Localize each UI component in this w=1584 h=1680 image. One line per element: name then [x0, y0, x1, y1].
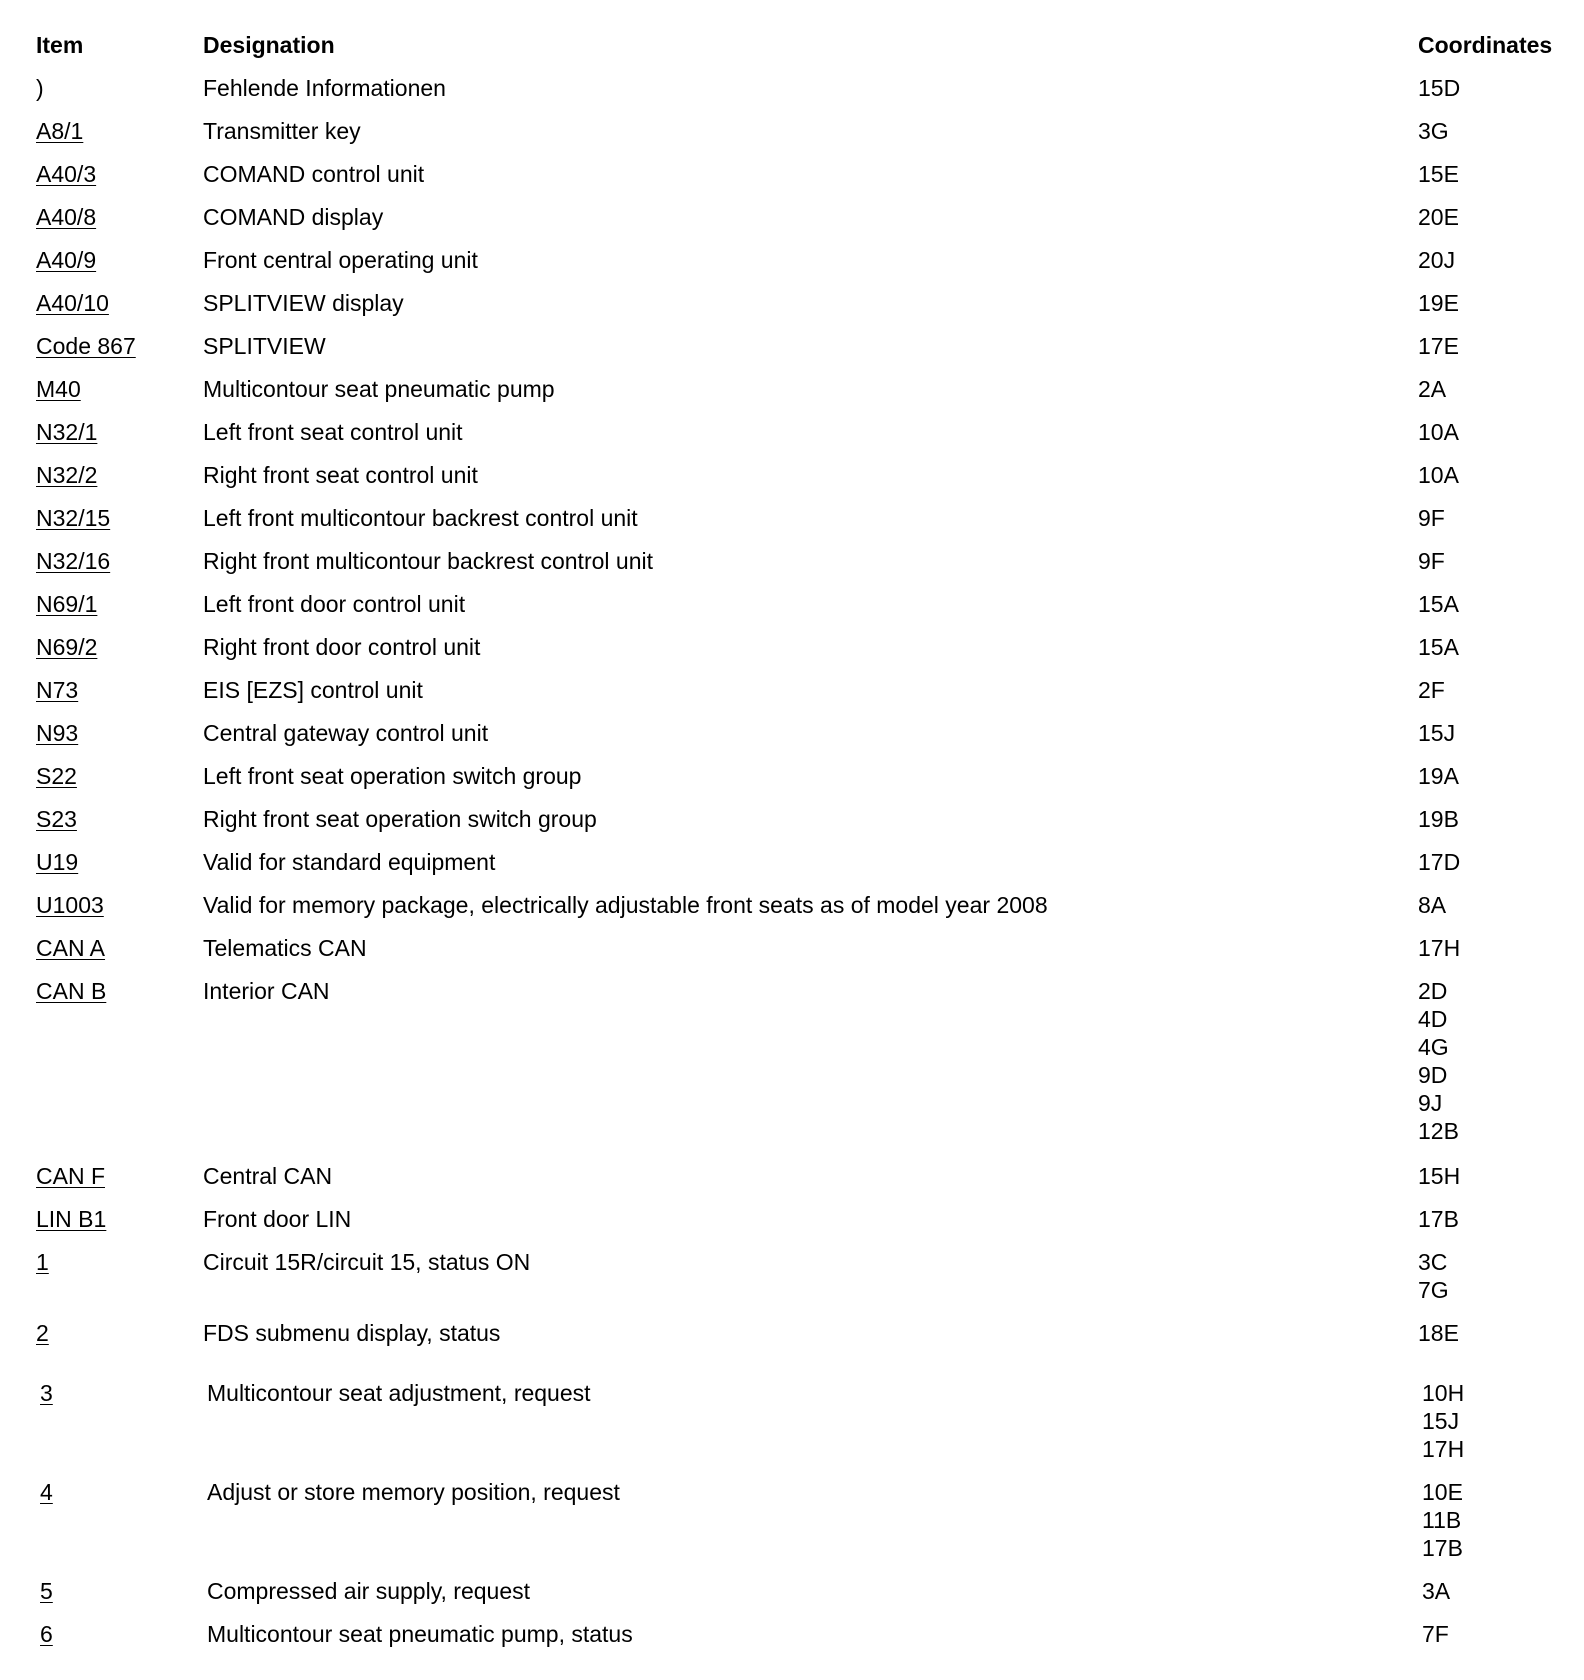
coordinate-value: 11B — [1422, 1507, 1462, 1533]
item-cell — [36, 633, 97, 661]
item-cell — [40, 1620, 53, 1648]
coordinate-value: 9J — [1418, 1090, 1443, 1116]
designation-cell: Adjust or store memory position, request — [207, 1479, 620, 1505]
coordinate-value: 3A — [1422, 1578, 1451, 1604]
coordinate-value: 19E — [1418, 290, 1459, 316]
coordinates-cell — [1418, 805, 1459, 833]
item-cell — [36, 375, 81, 403]
item-cell — [40, 1379, 53, 1407]
item-cell — [36, 676, 78, 704]
coordinates-cell — [1418, 590, 1459, 618]
coordinate-value: 17D — [1418, 849, 1461, 875]
coordinates-cell — [1418, 1319, 1459, 1347]
item-link[interactable]: 2 — [36, 1320, 49, 1346]
item-cell — [40, 1577, 53, 1605]
item-cell — [36, 762, 77, 790]
item-cell — [36, 74, 44, 102]
coordinate-value: 4G — [1418, 1034, 1449, 1060]
item-cell — [36, 332, 136, 360]
item-cell — [36, 504, 110, 532]
coordinate-value: 10A — [1418, 462, 1459, 488]
item-cell — [36, 1319, 49, 1347]
coordinates-cell — [1418, 891, 1446, 919]
item-cell — [36, 418, 97, 446]
designation-cell: Left front multicontour backrest control unit — [203, 505, 638, 531]
coordinates-cell — [1418, 633, 1459, 661]
coordinates-cell — [1422, 1478, 1463, 1562]
coordinate-value: 4D — [1418, 1006, 1448, 1032]
coordinates-cell — [1418, 719, 1455, 747]
coordinate-value: 15H — [1418, 1163, 1461, 1189]
designation-cell: Left front door control unit — [203, 591, 466, 617]
designation-cell: Central CAN — [203, 1163, 333, 1189]
coordinates-cell — [1418, 1162, 1460, 1190]
designation-cell: Front door LIN — [203, 1206, 352, 1232]
item-cell — [36, 547, 110, 575]
item-link[interactable]: N73 — [36, 677, 79, 703]
coordinate-value: 9F — [1418, 505, 1445, 531]
item-link[interactable]: CAN F — [36, 1163, 105, 1189]
item-link[interactable]: U19 — [36, 849, 79, 875]
item-link[interactable]: 6 — [40, 1621, 53, 1647]
coordinate-value: 7F — [1422, 1621, 1449, 1647]
designation-cell: Left front seat operation switch group — [203, 763, 582, 789]
designation-cell: Right front seat operation switch group — [203, 806, 597, 832]
coordinates-cell — [1418, 246, 1455, 274]
coordinate-value: 17H — [1418, 935, 1461, 961]
coordinates-cell — [1418, 160, 1459, 188]
designation-cell: FDS submenu display, status — [203, 1320, 501, 1346]
item-link[interactable]: A40/9 — [36, 247, 97, 273]
coordinate-value: 20J — [1418, 247, 1456, 273]
coordinate-value: 19A — [1418, 763, 1459, 789]
item-link[interactable]: S23 — [36, 806, 77, 832]
designation-cell: SPLITVIEW — [203, 333, 326, 359]
item-link[interactable]: Code 867 — [36, 333, 136, 359]
coordinate-value: 2A — [1418, 376, 1447, 402]
coordinates-cell — [1418, 418, 1459, 446]
coordinate-value: 18E — [1418, 1320, 1459, 1346]
coordinate-value: 17E — [1418, 333, 1459, 359]
designation-cell: Multicontour seat pneumatic pump — [203, 376, 555, 402]
coordinate-value: 15E — [1418, 161, 1459, 187]
item-cell — [36, 246, 96, 274]
item-link[interactable]: N32/15 — [36, 505, 111, 531]
coordinates-cell — [1418, 117, 1449, 145]
coordinates-cell — [1418, 1205, 1459, 1233]
coordinates-cell — [1418, 977, 1459, 1145]
coordinate-value: 10E — [1422, 1479, 1463, 1505]
item-link[interactable]: 4 — [40, 1479, 53, 1505]
coordinate-value: 8A — [1418, 892, 1447, 918]
coordinate-value: 15A — [1418, 634, 1459, 660]
coordinate-value: 2F — [1418, 677, 1445, 703]
coordinates-cell — [1418, 934, 1460, 962]
item-cell — [36, 934, 105, 962]
item-label: ) — [36, 75, 44, 101]
designation-cell: Right front seat control unit — [203, 462, 478, 488]
item-link[interactable]: N32/2 — [36, 462, 98, 488]
item-cell — [36, 461, 97, 489]
coordinate-value: 10A — [1418, 419, 1459, 445]
coordinates-cell — [1422, 1577, 1450, 1605]
item-cell — [36, 805, 77, 833]
item-link[interactable]: N69/2 — [36, 634, 98, 660]
item-cell — [40, 1478, 53, 1506]
coordinates-cell — [1418, 504, 1445, 532]
coordinate-value: 17H — [1422, 1436, 1465, 1462]
coordinate-value: 15D — [1418, 75, 1461, 101]
item-cell — [36, 160, 96, 188]
item-cell — [36, 1162, 105, 1190]
item-link[interactable]: M40 — [36, 376, 81, 402]
designation-cell: COMAND control unit — [203, 161, 425, 187]
coordinate-value: 2D — [1418, 978, 1448, 1004]
item-cell — [36, 203, 96, 231]
item-link[interactable]: 5 — [40, 1578, 53, 1604]
item-link[interactable]: 3 — [40, 1380, 53, 1406]
coordinates-cell — [1418, 676, 1445, 704]
coordinates-cell — [1418, 203, 1459, 231]
designation-cell: Multicontour seat pneumatic pump, status — [207, 1621, 633, 1647]
coordinates-cell — [1418, 1248, 1449, 1304]
item-cell — [36, 891, 104, 919]
designation-cell: COMAND display — [203, 204, 384, 230]
coordinates-cell — [1422, 1620, 1449, 1648]
designation-cell: Right front door control unit — [203, 634, 481, 660]
coordinate-value: 17B — [1422, 1535, 1463, 1561]
designation-cell: Right front multicontour backrest control unit — [203, 548, 653, 574]
coordinate-value: 20E — [1418, 204, 1459, 230]
item-cell — [36, 977, 106, 1005]
coordinates-cell — [1418, 74, 1460, 102]
coordinates-cell — [1418, 547, 1445, 575]
item-link[interactable]: 1 — [36, 1249, 49, 1275]
coordinate-value: 7G — [1418, 1277, 1449, 1303]
coordinates-cell — [1418, 848, 1460, 876]
coordinates-cell — [1418, 762, 1459, 790]
coordinate-value: 3C — [1418, 1249, 1448, 1275]
coordinate-value: 17B — [1418, 1206, 1459, 1232]
item-link[interactable]: N93 — [36, 720, 79, 746]
designation-cell: Front central operating unit — [203, 247, 478, 273]
column-header-item: Item — [36, 32, 84, 58]
item-link[interactable]: CAN B — [36, 978, 107, 1004]
coordinates-cell — [1422, 1379, 1464, 1463]
designation-cell: SPLITVIEW display — [203, 290, 404, 316]
item-link[interactable]: A40/8 — [36, 204, 97, 230]
item-cell — [36, 289, 109, 317]
coordinates-cell — [1418, 332, 1459, 360]
designation-cell: Telematics CAN — [203, 935, 367, 961]
item-link[interactable]: U1003 — [36, 892, 104, 918]
item-cell — [36, 719, 78, 747]
item-link[interactable]: A8/1 — [36, 118, 84, 144]
item-cell — [36, 117, 83, 145]
designation-cell: Valid for memory package, electrically adjustable front seats as of model year 2008 — [203, 892, 1048, 918]
designation-cell: Interior CAN — [203, 978, 330, 1004]
designation-cell: Fehlende Informationen — [203, 75, 446, 101]
item-link[interactable]: N32/1 — [36, 419, 98, 445]
designation-cell: Circuit 15R/circuit 15, status ON — [203, 1249, 531, 1275]
designation-cell: Left front seat control unit — [203, 419, 463, 445]
item-link[interactable]: S22 — [36, 763, 77, 789]
designation-cell: Central gateway control unit — [203, 720, 489, 746]
coordinate-value: 12B — [1418, 1118, 1459, 1144]
coordinates-cell — [1418, 461, 1459, 489]
item-cell — [36, 848, 78, 876]
item-link[interactable]: A40/10 — [36, 290, 109, 316]
coordinate-value: 15A — [1418, 591, 1459, 617]
coordinate-value: 10H — [1422, 1380, 1465, 1406]
coordinate-value: 9F — [1418, 548, 1445, 574]
item-cell — [36, 590, 97, 618]
coordinate-value: 15J — [1418, 720, 1456, 746]
coordinates-cell — [1418, 289, 1459, 317]
column-header-coordinates: Coordinates — [1418, 32, 1553, 58]
item-cell — [36, 1248, 49, 1276]
item-link[interactable]: A40/3 — [36, 161, 97, 187]
designation-cell: EIS [EZS] control unit — [203, 677, 423, 703]
designation-cell: Multicontour seat adjustment, request — [207, 1380, 591, 1406]
item-link[interactable]: N32/16 — [36, 548, 111, 574]
designation-cell: Transmitter key — [203, 118, 361, 144]
coordinate-value: 15J — [1422, 1408, 1460, 1434]
coordinate-value: 3G — [1418, 118, 1449, 144]
coordinate-value: 9D — [1418, 1062, 1448, 1088]
designation-cell: Compressed air supply, request — [207, 1578, 530, 1604]
item-link[interactable]: CAN A — [36, 935, 106, 961]
coordinates-cell — [1418, 375, 1446, 403]
item-link[interactable]: N69/1 — [36, 591, 98, 617]
item-link[interactable]: LIN B1 — [36, 1206, 107, 1232]
item-cell — [36, 1205, 106, 1233]
column-header-designation: Designation — [203, 32, 335, 58]
designation-cell: Valid for standard equipment — [203, 849, 496, 875]
coordinate-value: 19B — [1418, 806, 1459, 832]
